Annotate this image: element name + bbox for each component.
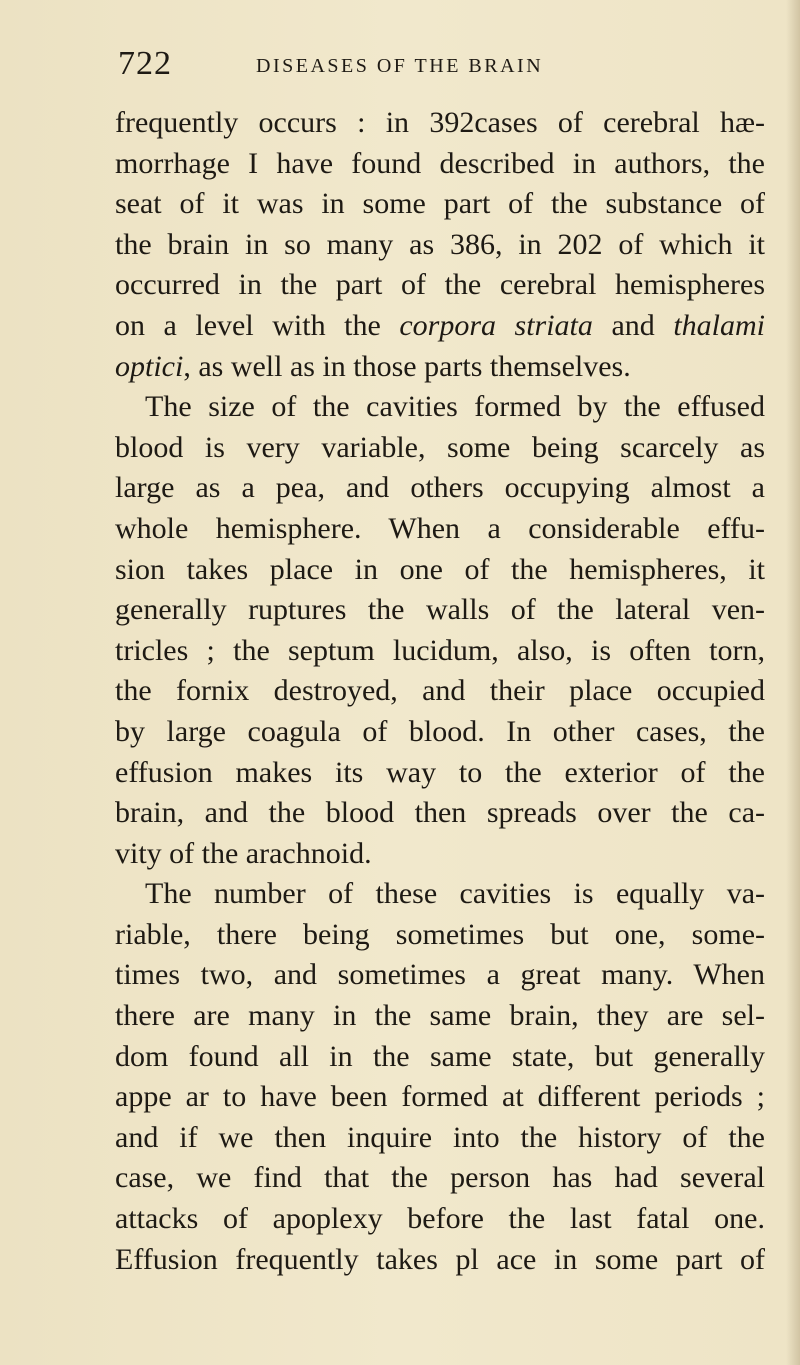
text-segment: brain, and the blood then spreads over the ca- (115, 796, 765, 830)
text-segment: blood is very variable, some being scarcely as (115, 430, 765, 464)
text-segment: frequently occurs : in 392cases of cerebral hæ- (115, 106, 765, 139)
text-line (115, 1077, 765, 1118)
text-segment: and (592, 308, 674, 342)
text-segment: Effusion frequently takes pl ace in some part of (115, 1242, 765, 1276)
text-line (115, 1158, 765, 1199)
italic-term: corpora striata (399, 308, 593, 342)
text-line (115, 793, 765, 834)
text-line (115, 753, 765, 794)
text-segment: by large coagula of blood. In other cases, the (115, 714, 765, 748)
text-line (115, 1118, 765, 1159)
text-segment: riable, there being sometimes but one, some- (115, 917, 765, 951)
text-line (115, 834, 765, 875)
text-line (115, 225, 765, 266)
text-segment: there are many in the same brain, they are sel- (115, 999, 765, 1033)
text-line (115, 590, 765, 631)
text-segment: case, we find that the person has had several (115, 1161, 765, 1195)
text-line (115, 306, 765, 347)
body-text (115, 103, 765, 1280)
italic-term: optici (115, 349, 184, 383)
text-line (115, 428, 765, 469)
text-segment: large as a pea, and others occupying almost a (115, 471, 765, 505)
text-line (115, 103, 765, 144)
text-segment: generally ruptures the walls of the lateral ven- (115, 593, 765, 627)
text-segment: and if we then inquire into the history of the (115, 1120, 765, 1154)
page-edge-shadow (786, 0, 800, 1365)
text-segment: effusion makes its way to the exterior of the (115, 755, 765, 789)
text-segment: morrhage I have found described in authors, the (115, 146, 765, 180)
text-segment: tricles ; the septum lucidum, also, is often torn, (115, 633, 765, 667)
page-number: 722 (118, 45, 172, 82)
text-line (115, 712, 765, 753)
text-line (115, 184, 765, 225)
text-line (115, 468, 765, 509)
text-line (115, 144, 765, 185)
text-segment: vity of the arachnoid. (115, 836, 372, 870)
text-segment: occurred in the part of the cerebral hemispheres (115, 268, 765, 302)
text-segment: times two, and sometimes a great many. When (115, 958, 765, 992)
text-segment: The size of the cavities formed by the effused (145, 390, 765, 424)
text-segment: attacks of apoplexy before the last fatal one. (115, 1202, 765, 1236)
text-segment: , as well as in those parts themselves. (183, 349, 631, 383)
text-line (115, 265, 765, 306)
text-segment: appe ar to have been formed at different periods ; (115, 1080, 765, 1114)
text-segment: seat of it was in some part of the substance of (115, 187, 765, 221)
text-line (115, 955, 765, 996)
text-line (115, 874, 765, 915)
text-line (115, 1199, 765, 1240)
text-line (115, 1240, 765, 1281)
text-segment: The number of these cavities is equally va- (145, 877, 765, 911)
text-line (115, 1037, 765, 1078)
text-line (115, 631, 765, 672)
text-line (115, 509, 765, 550)
italic-term: thalami (673, 308, 765, 342)
text-segment: on a level with the (115, 308, 400, 342)
text-line (115, 347, 765, 388)
text-line (115, 915, 765, 956)
page-header (118, 44, 718, 84)
text-line (115, 550, 765, 591)
text-line (115, 671, 765, 712)
text-line (115, 996, 765, 1037)
text-line (115, 387, 765, 428)
text-segment: the fornix destroyed, and their place occupied (115, 674, 765, 708)
text-segment: whole hemisphere. When a considerable effu- (115, 511, 765, 545)
running-head: DISEASES OF THE BRAIN (256, 55, 544, 77)
text-segment: sion takes place in one of the hemispheres, it (115, 552, 765, 586)
text-segment: the brain in so many as 386, in 202 of which it (115, 227, 765, 261)
text-segment: dom found all in the same state, but generally (115, 1039, 765, 1073)
